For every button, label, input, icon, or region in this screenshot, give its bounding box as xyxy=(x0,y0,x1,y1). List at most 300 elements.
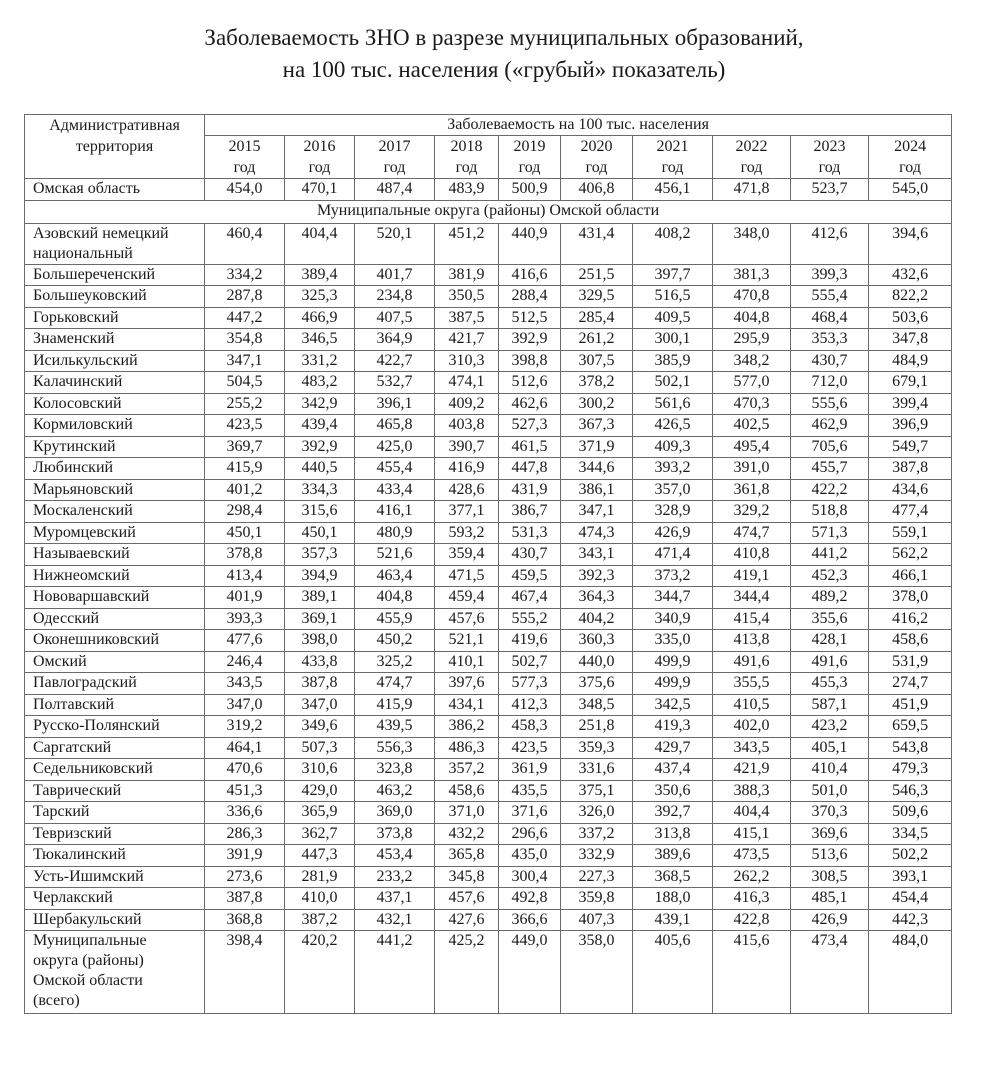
incidence-value: 398,4 xyxy=(205,931,285,1014)
incidence-value: 459,5 xyxy=(499,565,561,587)
territory-name: Черлакский xyxy=(25,888,205,910)
territory-name: Муниципальные округа (районы) Омской области (всего) xyxy=(25,931,205,1014)
table-row xyxy=(25,630,952,652)
territory-name: Седельниковский xyxy=(25,759,205,781)
territory-name: Исилькульский xyxy=(25,350,205,372)
incidence-value: 251,8 xyxy=(561,716,633,738)
year-label: 2017 xyxy=(378,138,411,155)
year-label: 2022 xyxy=(735,138,768,155)
incidence-value: 500,9 xyxy=(499,179,561,201)
incidence-value: 470,3 xyxy=(713,393,791,415)
incidence-value: 509,6 xyxy=(869,802,952,824)
incidence-value: 427,6 xyxy=(435,909,499,931)
territory-name: Омский xyxy=(25,651,205,673)
incidence-value: 262,2 xyxy=(713,866,791,888)
incidence-value: 359,4 xyxy=(435,544,499,566)
year-column-header xyxy=(791,136,869,179)
incidence-value: 386,7 xyxy=(499,501,561,523)
incidence-value: 348,5 xyxy=(561,694,633,716)
table-row xyxy=(25,608,952,630)
year-column-header xyxy=(499,136,561,179)
incidence-value: 387,5 xyxy=(435,307,499,329)
incidence-value: 334,5 xyxy=(869,823,952,845)
table-row xyxy=(25,909,952,931)
incidence-value: 463,2 xyxy=(355,780,435,802)
incidence-value: 391,0 xyxy=(713,458,791,480)
incidence-value: 458,3 xyxy=(499,716,561,738)
incidence-value: 452,3 xyxy=(791,565,869,587)
incidence-value: 491,6 xyxy=(713,651,791,673)
region-total-row xyxy=(25,179,952,201)
incidence-value: 454,4 xyxy=(869,888,952,910)
territory-name: Называевский xyxy=(25,544,205,566)
incidence-value: 423,5 xyxy=(499,737,561,759)
incidence-value: 470,8 xyxy=(713,286,791,308)
incidence-value: 387,2 xyxy=(285,909,355,931)
incidence-value: 531,9 xyxy=(869,651,952,673)
incidence-value: 361,8 xyxy=(713,479,791,501)
incidence-value: 300,1 xyxy=(633,329,713,351)
incidence-value: 287,8 xyxy=(205,286,285,308)
table-row xyxy=(25,565,952,587)
incidence-value: 430,7 xyxy=(791,350,869,372)
incidence-value: 285,4 xyxy=(561,307,633,329)
incidence-value: 251,5 xyxy=(561,264,633,286)
territory-name: Тевризский xyxy=(25,823,205,845)
incidence-value: 367,3 xyxy=(561,415,633,437)
incidence-value: 492,8 xyxy=(499,888,561,910)
incidence-value: 369,0 xyxy=(355,802,435,824)
incidence-value: 450,1 xyxy=(205,522,285,544)
territory-name: Оконешниковский xyxy=(25,630,205,652)
incidence-value: 369,7 xyxy=(205,436,285,458)
territory-name: Омская область xyxy=(25,179,205,201)
incidence-value: 435,0 xyxy=(499,845,561,867)
incidence-value: 439,1 xyxy=(633,909,713,931)
incidence-value: 440,5 xyxy=(285,458,355,480)
year-suffix: год xyxy=(585,159,608,176)
incidence-value: 499,9 xyxy=(633,651,713,673)
incidence-value: 457,6 xyxy=(435,608,499,630)
incidence-value: 520,1 xyxy=(355,223,435,264)
incidence-value: 188,0 xyxy=(633,888,713,910)
incidence-value: 428,6 xyxy=(435,479,499,501)
incidence-value: 470,1 xyxy=(285,179,355,201)
incidence-value: 556,3 xyxy=(355,737,435,759)
section-header-row xyxy=(25,200,952,223)
incidence-value: 369,1 xyxy=(285,608,355,630)
incidence-value: 471,8 xyxy=(713,179,791,201)
incidence-value: 461,5 xyxy=(499,436,561,458)
incidence-value: 378,0 xyxy=(869,587,952,609)
incidence-value: 426,5 xyxy=(633,415,713,437)
incidence-value: 295,9 xyxy=(713,329,791,351)
incidence-value: 355,5 xyxy=(713,673,791,695)
incidence-value: 378,8 xyxy=(205,544,285,566)
table-row xyxy=(25,329,952,351)
incidence-value: 489,2 xyxy=(791,587,869,609)
territory-name: Русско-Полянский xyxy=(25,716,205,738)
incidence-value: 296,6 xyxy=(499,823,561,845)
incidence-value: 399,3 xyxy=(791,264,869,286)
incidence-value: 464,1 xyxy=(205,737,285,759)
incidence-value: 381,9 xyxy=(435,264,499,286)
incidence-value: 432,6 xyxy=(869,264,952,286)
incidence-value: 401,9 xyxy=(205,587,285,609)
incidence-value: 577,3 xyxy=(499,673,561,695)
incidence-value: 371,6 xyxy=(499,802,561,824)
incidence-value: 447,2 xyxy=(205,307,285,329)
incidence-value: 466,1 xyxy=(869,565,952,587)
incidence-value: 410,1 xyxy=(435,651,499,673)
incidence-value: 343,5 xyxy=(713,737,791,759)
incidence-value: 246,4 xyxy=(205,651,285,673)
table-row xyxy=(25,823,952,845)
incidence-value: 310,6 xyxy=(285,759,355,781)
incidence-value: 502,2 xyxy=(869,845,952,867)
incidence-value: 483,2 xyxy=(285,372,355,394)
incidence-value: 433,4 xyxy=(355,479,435,501)
incidence-value: 456,1 xyxy=(633,179,713,201)
incidence-value: 495,4 xyxy=(713,436,791,458)
incidence-value: 300,2 xyxy=(561,393,633,415)
incidence-value: 501,0 xyxy=(791,780,869,802)
incidence-value: 413,4 xyxy=(205,565,285,587)
incidence-value: 431,4 xyxy=(561,223,633,264)
incidence-value: 404,8 xyxy=(713,307,791,329)
territory-name: Большеуковский xyxy=(25,286,205,308)
table-row xyxy=(25,716,952,738)
incidence-value: 392,9 xyxy=(499,329,561,351)
incidence-value: 359,8 xyxy=(561,888,633,910)
incidence-value: 227,3 xyxy=(561,866,633,888)
incidence-value: 365,8 xyxy=(435,845,499,867)
incidence-value: 353,3 xyxy=(791,329,869,351)
year-column-header xyxy=(285,136,355,179)
incidence-value: 344,4 xyxy=(713,587,791,609)
incidence-value: 343,1 xyxy=(561,544,633,566)
incidence-value: 398,0 xyxy=(285,630,355,652)
table-row xyxy=(25,350,952,372)
incidence-value: 335,0 xyxy=(633,630,713,652)
incidence-value: 545,0 xyxy=(869,179,952,201)
incidence-value: 421,9 xyxy=(713,759,791,781)
table-row xyxy=(25,479,952,501)
incidence-value: 358,0 xyxy=(561,931,633,1014)
incidence-value: 368,8 xyxy=(205,909,285,931)
incidence-value: 389,6 xyxy=(633,845,713,867)
incidence-value: 512,6 xyxy=(499,372,561,394)
incidence-value: 407,5 xyxy=(355,307,435,329)
incidence-value: 419,3 xyxy=(633,716,713,738)
incidence-value: 465,8 xyxy=(355,415,435,437)
incidence-value: 422,7 xyxy=(355,350,435,372)
incidence-value: 422,8 xyxy=(713,909,791,931)
incidence-value: 419,6 xyxy=(499,630,561,652)
title-line-1: Заболеваемость ЗНО в разрезе муниципальных образований, xyxy=(204,25,804,50)
year-label: 2021 xyxy=(656,138,689,155)
incidence-value: 571,3 xyxy=(791,522,869,544)
incidence-value: 389,4 xyxy=(285,264,355,286)
territory-name: Марьяновский xyxy=(25,479,205,501)
year-label: 2024 xyxy=(894,138,927,155)
incidence-value: 396,9 xyxy=(869,415,952,437)
incidence-value: 474,7 xyxy=(713,522,791,544)
incidence-value: 659,5 xyxy=(869,716,952,738)
incidence-value: 462,6 xyxy=(499,393,561,415)
incidence-value: 368,5 xyxy=(633,866,713,888)
incidence-value: 347,0 xyxy=(205,694,285,716)
incidence-value: 412,3 xyxy=(499,694,561,716)
incidence-value: 405,6 xyxy=(633,931,713,1014)
incidence-value: 486,3 xyxy=(435,737,499,759)
incidence-value: 402,0 xyxy=(713,716,791,738)
table-row xyxy=(25,522,952,544)
incidence-value: 426,9 xyxy=(633,522,713,544)
year-label: 2020 xyxy=(580,138,613,155)
incidence-value: 354,8 xyxy=(205,329,285,351)
incidence-value: 394,9 xyxy=(285,565,355,587)
incidence-value: 387,8 xyxy=(869,458,952,480)
incidence-value: 434,6 xyxy=(869,479,952,501)
incidence-value: 410,0 xyxy=(285,888,355,910)
incidence-value: 412,6 xyxy=(791,223,869,264)
incidence-value: 499,9 xyxy=(633,673,713,695)
incidence-value: 453,4 xyxy=(355,845,435,867)
incidence-value: 387,8 xyxy=(285,673,355,695)
incidence-value: 319,2 xyxy=(205,716,285,738)
incidence-value: 355,6 xyxy=(791,608,869,630)
incidence-value: 484,0 xyxy=(869,931,952,1014)
incidence-value: 432,2 xyxy=(435,823,499,845)
incidence-value: 409,2 xyxy=(435,393,499,415)
incidence-value: 679,1 xyxy=(869,372,952,394)
incidence-value: 261,2 xyxy=(561,329,633,351)
incidence-value: 373,8 xyxy=(355,823,435,845)
incidence-value: 350,5 xyxy=(435,286,499,308)
table-row xyxy=(25,673,952,695)
incidence-value: 413,8 xyxy=(713,630,791,652)
incidence-value: 503,6 xyxy=(869,307,952,329)
incidence-value: 415,6 xyxy=(713,931,791,1014)
incidence-value: 392,3 xyxy=(561,565,633,587)
incidence-value: 437,1 xyxy=(355,888,435,910)
table-row xyxy=(25,802,952,824)
table-row xyxy=(25,264,952,286)
table-row xyxy=(25,759,952,781)
year-label: 2019 xyxy=(513,138,546,155)
incidence-value: 440,9 xyxy=(499,223,561,264)
incidence-value: 329,5 xyxy=(561,286,633,308)
incidence-value: 423,2 xyxy=(791,716,869,738)
incidence-value: 451,9 xyxy=(869,694,952,716)
territory-name: Знаменский xyxy=(25,329,205,351)
incidence-value: 336,6 xyxy=(205,802,285,824)
territory-name: Москаленский xyxy=(25,501,205,523)
incidence-value: 455,3 xyxy=(791,673,869,695)
incidence-value: 471,4 xyxy=(633,544,713,566)
table-row xyxy=(25,780,952,802)
table-row xyxy=(25,372,952,394)
incidence-value: 342,5 xyxy=(633,694,713,716)
territory-name: Нововаршавский xyxy=(25,587,205,609)
year-suffix: год xyxy=(899,159,921,176)
territory-name: Полтавский xyxy=(25,694,205,716)
incidence-value: 477,4 xyxy=(869,501,952,523)
table-row xyxy=(25,544,952,566)
incidence-value: 371,9 xyxy=(561,436,633,458)
incidence-value: 428,1 xyxy=(791,630,869,652)
incidence-value: 409,3 xyxy=(633,436,713,458)
table-row xyxy=(25,307,952,329)
incidence-value: 485,1 xyxy=(791,888,869,910)
incidence-value: 396,1 xyxy=(355,393,435,415)
year-suffix: год xyxy=(740,159,763,176)
incidence-value: 233,2 xyxy=(355,866,435,888)
incidence-value: 420,2 xyxy=(285,931,355,1014)
incidence-value: 404,4 xyxy=(713,802,791,824)
incidence-value: 288,4 xyxy=(499,286,561,308)
incidence-value: 377,1 xyxy=(435,501,499,523)
incidence-value: 477,6 xyxy=(205,630,285,652)
territory-name: Азовский немецкий национальный xyxy=(25,223,205,264)
incidence-value: 440,0 xyxy=(561,651,633,673)
incidence-value: 474,1 xyxy=(435,372,499,394)
incidence-value: 484,9 xyxy=(869,350,952,372)
territory-name: Таврический xyxy=(25,780,205,802)
incidence-value: 357,2 xyxy=(435,759,499,781)
incidence-value: 502,7 xyxy=(499,651,561,673)
incidence-value: 407,3 xyxy=(561,909,633,931)
year-label: 2015 xyxy=(228,138,261,155)
incidence-value: 325,3 xyxy=(285,286,355,308)
incidence-value: 458,6 xyxy=(435,780,499,802)
incidence-value: 587,1 xyxy=(791,694,869,716)
incidence-value: 470,6 xyxy=(205,759,285,781)
incidence-value: 369,6 xyxy=(791,823,869,845)
incidence-value: 300,4 xyxy=(499,866,561,888)
incidence-table xyxy=(24,114,952,1014)
incidence-value: 323,8 xyxy=(355,759,435,781)
incidence-value: 451,3 xyxy=(205,780,285,802)
incidence-value: 555,2 xyxy=(499,608,561,630)
incidence-value: 365,9 xyxy=(285,802,355,824)
year-suffix: год xyxy=(383,159,406,176)
incidence-value: 502,1 xyxy=(633,372,713,394)
table-row xyxy=(25,223,952,264)
incidence-value: 712,0 xyxy=(791,372,869,394)
incidence-value: 347,1 xyxy=(561,501,633,523)
incidence-value: 435,5 xyxy=(499,780,561,802)
incidence-value: 373,2 xyxy=(633,565,713,587)
incidence-value: 487,4 xyxy=(355,179,435,201)
table-row xyxy=(25,694,952,716)
incidence-value: 331,2 xyxy=(285,350,355,372)
incidence-value: 463,4 xyxy=(355,565,435,587)
table-row xyxy=(25,866,952,888)
incidence-value: 347,1 xyxy=(205,350,285,372)
incidence-value: 340,9 xyxy=(633,608,713,630)
incidence-value: 402,5 xyxy=(713,415,791,437)
incidence-value: 406,8 xyxy=(561,179,633,201)
incidence-value: 404,4 xyxy=(285,223,355,264)
table-row xyxy=(25,651,952,673)
incidence-value: 518,8 xyxy=(791,501,869,523)
incidence-value: 409,5 xyxy=(633,307,713,329)
incidence-value: 441,2 xyxy=(791,544,869,566)
incidence-value: 308,5 xyxy=(791,866,869,888)
incidence-value: 577,0 xyxy=(713,372,791,394)
table-row xyxy=(25,587,952,609)
incidence-value: 332,9 xyxy=(561,845,633,867)
incidence-value: 421,7 xyxy=(435,329,499,351)
incidence-value: 462,9 xyxy=(791,415,869,437)
incidence-value: 401,7 xyxy=(355,264,435,286)
incidence-value: 483,9 xyxy=(435,179,499,201)
incidence-value: 401,2 xyxy=(205,479,285,501)
incidence-value: 307,5 xyxy=(561,350,633,372)
incidence-value: 392,9 xyxy=(285,436,355,458)
incidence-value: 491,6 xyxy=(791,651,869,673)
incidence-value: 393,2 xyxy=(633,458,713,480)
incidence-value: 361,9 xyxy=(499,759,561,781)
incidence-value: 334,3 xyxy=(285,479,355,501)
territory-name: Нижнеомский xyxy=(25,565,205,587)
year-column-header xyxy=(713,136,791,179)
incidence-value: 334,2 xyxy=(205,264,285,286)
incidence-value: 415,9 xyxy=(355,694,435,716)
incidence-group-header: Заболеваемость на 100 тыс. населения xyxy=(205,115,952,136)
incidence-value: 504,5 xyxy=(205,372,285,394)
incidence-value: 298,4 xyxy=(205,501,285,523)
incidence-value: 423,5 xyxy=(205,415,285,437)
incidence-value: 381,3 xyxy=(713,264,791,286)
incidence-value: 345,8 xyxy=(435,866,499,888)
territory-name: Усть-Ишимский xyxy=(25,866,205,888)
incidence-value: 549,7 xyxy=(869,436,952,458)
incidence-value: 416,1 xyxy=(355,501,435,523)
incidence-value: 543,8 xyxy=(869,737,952,759)
incidence-value: 512,5 xyxy=(499,307,561,329)
incidence-value: 404,8 xyxy=(355,587,435,609)
incidence-value: 416,3 xyxy=(713,888,791,910)
table-row xyxy=(25,415,952,437)
incidence-value: 337,2 xyxy=(561,823,633,845)
incidence-value: 331,6 xyxy=(561,759,633,781)
incidence-value: 344,7 xyxy=(633,587,713,609)
section-label: Муниципальные округа (районы) Омской области xyxy=(25,200,952,223)
year-column-header xyxy=(205,136,285,179)
territory-name: Тарский xyxy=(25,802,205,824)
incidence-value: 429,7 xyxy=(633,737,713,759)
incidence-value: 410,5 xyxy=(713,694,791,716)
territory-column-header: Административная территория xyxy=(25,115,205,179)
incidence-value: 430,7 xyxy=(499,544,561,566)
incidence-value: 434,1 xyxy=(435,694,499,716)
incidence-value: 375,1 xyxy=(561,780,633,802)
incidence-value: 432,1 xyxy=(355,909,435,931)
incidence-value: 450,1 xyxy=(285,522,355,544)
incidence-value: 416,9 xyxy=(435,458,499,480)
table-row xyxy=(25,286,952,308)
incidence-value: 405,1 xyxy=(791,737,869,759)
incidence-value: 426,9 xyxy=(791,909,869,931)
incidence-value: 593,2 xyxy=(435,522,499,544)
table-row xyxy=(25,888,952,910)
incidence-value: 371,0 xyxy=(435,802,499,824)
year-label: 2018 xyxy=(450,138,483,155)
year-label: 2023 xyxy=(813,138,846,155)
